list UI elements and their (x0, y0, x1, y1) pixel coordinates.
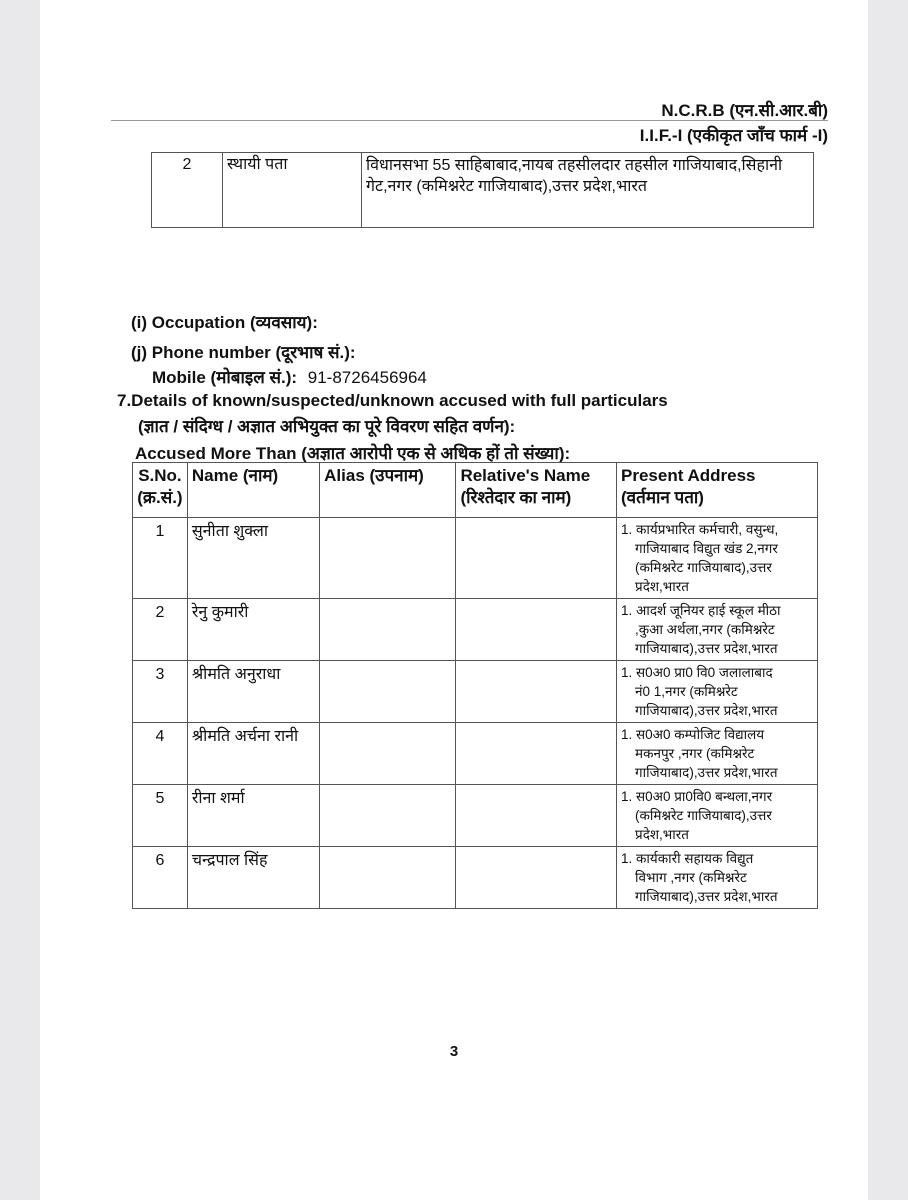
header-ncrb: N.C.R.B (एन.सी.आर.बी) (661, 101, 828, 120)
row-address: 1. आदर्श जूनियर हाई स्कूल मीठा ,कुआ अर्थला,नगर (कमिश्नरेट गाजियाबाद),उत्तर प्रदेश,भारत (617, 599, 818, 661)
row-alias (320, 661, 456, 723)
row-relative (456, 723, 617, 785)
table-row (133, 847, 818, 909)
row-relative (456, 785, 617, 847)
table-row (133, 785, 818, 847)
section7-subtitle: (ज्ञात / संदिग्ध / अज्ञात अभियुक्त का पूरे विवरण सहित वर्णन): (138, 417, 516, 436)
row-address: 1. स0अ0 कम्पोजिट विद्यालय मकनपुर ,नगर (कमिश्नरेट गाजियाबाद),उत्तर प्रदेश,भारत (617, 723, 818, 785)
row-name: श्रीमति अर्चना रानी (187, 723, 319, 785)
col-header-sno: S.No. (क्र.सं.) (133, 463, 188, 518)
col-header-name: Name (नाम) (187, 463, 319, 518)
row-address: 1. स0अ0 प्रा0वि0 बन्थला,नगर (कमिश्नरेट गाजियाबाद),उत्तर प्रदेश,भारत (617, 785, 818, 847)
occupation-label: (i) Occupation (व्यवसाय): (131, 313, 318, 332)
mobile-value: 91-8726456964 (307, 368, 427, 387)
header-iif: I.I.F.-I (एकीकृत जाँच फार्म -I) (639, 126, 828, 145)
row-name: रीना शर्मा (187, 785, 319, 847)
row-alias (320, 785, 456, 847)
row-sno: 3 (133, 661, 188, 723)
row-address: 1. स0अ0 प्रा0 वि0 जलालाबाद नं0 1,नगर (कमिश्नरेट गाजियाबाद),उत्तर प्रदेश,भारत (617, 661, 818, 723)
row-address: 1. कार्यप्रभारित कर्मचारी, वसुन्ध, गाजियाबाद विद्युत खंड 2,नगर (कमिश्नरेट गाजियाबाद),उत्तर प्रदेश,भारत (617, 518, 818, 599)
row-alias (320, 518, 456, 599)
row-address: 1. कार्यकारी सहायक विद्युत विभाग ,नगर (कमिश्नरेट गाजियाबाद),उत्तर प्रदेश,भारत (617, 847, 818, 909)
address-sno: 2 (152, 153, 223, 228)
header-divider (111, 120, 828, 121)
row-name: श्रीमति अनुराधा (187, 661, 319, 723)
row-relative (456, 599, 617, 661)
row-sno: 5 (133, 785, 188, 847)
address-value: विधानसभा 55 साहिबाबाद,नायब तहसीलदार तहसील गाजियाबाद,सिहानी गेट,नगर (कमिश्नरेट गाजियाबाद),उत्तर प्रदेश,भारत (362, 153, 814, 228)
mobile-line (152, 365, 427, 388)
row-alias (320, 847, 456, 909)
table-row (133, 723, 818, 785)
row-sno: 4 (133, 723, 188, 785)
table-row (133, 518, 818, 599)
row-relative (456, 518, 617, 599)
accused-table (132, 462, 818, 909)
row-alias (320, 599, 456, 661)
table-row (133, 661, 818, 723)
row-relative (456, 661, 617, 723)
row-sno: 2 (133, 599, 188, 661)
page-number: 3 (449, 1043, 459, 1060)
row-relative (456, 847, 617, 909)
table-row (133, 599, 818, 661)
phone-label: (j) Phone number (दूरभाष सं.): (131, 343, 356, 362)
address-label: स्थायी पता (223, 153, 362, 228)
accused-more-than: Accused More Than (अज्ञात आरोपी एक से अधिक हों तो संख्या): (135, 444, 571, 463)
mobile-label: Mobile (मोबाइल सं.): (152, 368, 298, 387)
table-header-row (133, 463, 818, 518)
section7-title: 7.Details of known/suspected/unknown accused with full particulars (117, 391, 668, 410)
row-sno: 6 (133, 847, 188, 909)
permanent-address-table (151, 152, 814, 228)
row-name: चन्द्रपाल सिंह (187, 847, 319, 909)
table-row (152, 153, 814, 228)
col-header-relative: Relative's Name (रिश्तेदार का नाम) (456, 463, 617, 518)
col-header-address: Present Address (वर्तमान पता) (617, 463, 818, 518)
document-page (40, 0, 868, 1200)
row-sno: 1 (133, 518, 188, 599)
row-name: सुनीता शुक्ला (187, 518, 319, 599)
col-header-alias: Alias (उपनाम) (320, 463, 456, 518)
row-alias (320, 723, 456, 785)
row-name: रेनु कुमारी (187, 599, 319, 661)
